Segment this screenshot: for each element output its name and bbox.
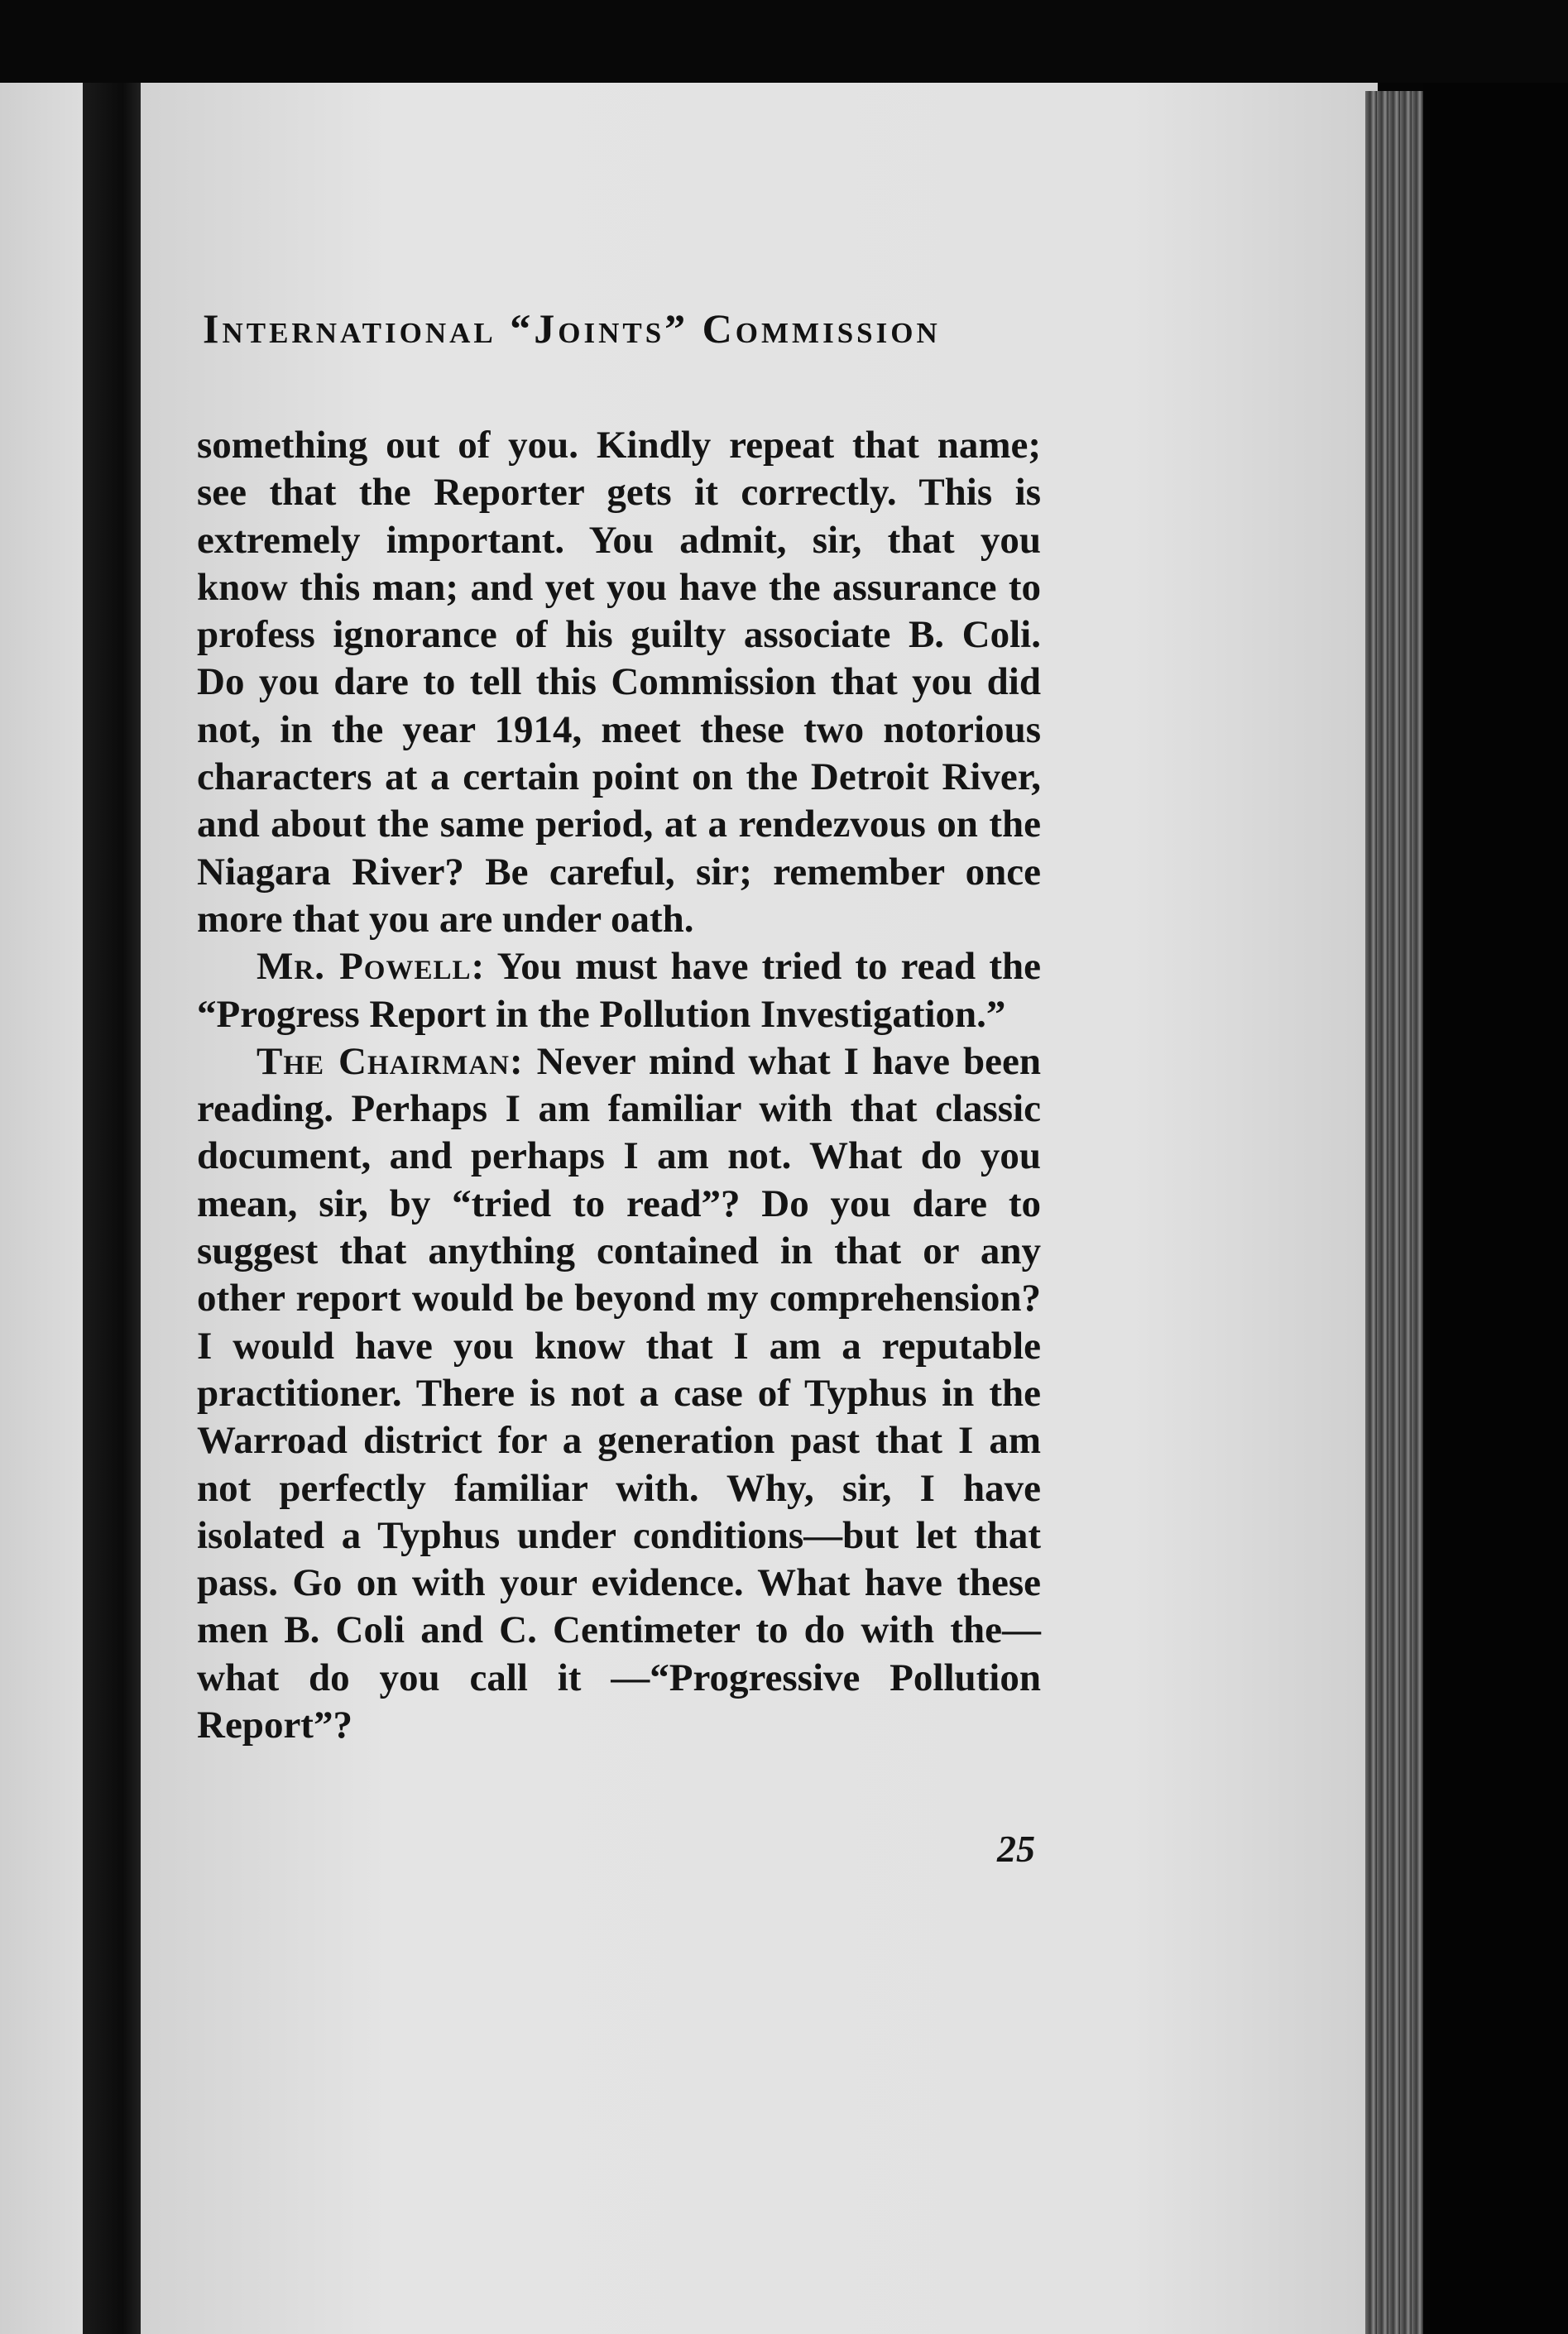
scan-right-border bbox=[1423, 83, 1568, 2334]
speaker-label: The Chairman: bbox=[257, 1039, 524, 1083]
scan-top-border bbox=[0, 0, 1568, 83]
book-gutter bbox=[83, 83, 149, 2334]
page-stack-edge bbox=[1365, 91, 1423, 2334]
paragraph-chairman bbox=[197, 1038, 1041, 1749]
speech-text: Never mind what I have been reading. Perhaps I am familiar with that classic document, and perhaps I am not. What do you mean, sir, by “tried to read”? Do you dare to suggest that anything contained in that or any other report would be beyond my comprehension? I would have you know that I am a reputable practitioner. There is not a case of Typhus in the Warroad district for a generation past that I am not perfectly familiar with. Why, sir, I have isolated a Typhus under conditions—but let that pass. Go on with your evidence. What have these men B. Coli and C. Centimeter to do with the—what do you call it —“Progressive Pollution Report”? bbox=[197, 1039, 1042, 1747]
speech-text: You must have tried to read the “Progress Report in the Pollution Investigation.” bbox=[197, 945, 1041, 1036]
page-body bbox=[197, 422, 1041, 1749]
running-head: International “Joints” Commission bbox=[203, 305, 941, 352]
paragraph-powell bbox=[197, 943, 1041, 1038]
paragraph-continuation: something out of you. Kindly repeat that name; see that the Reporter gets it correctly. This is extremely important. You admit, sir, that you know this man; and yet you have the assurance to profess ignorance of his guilty associate B. Coli. Do you dare to tell this Commission that you did not, in the year 1914, meet these two notorious characters at a certain point on the Detroit River, and about the same period, at a rendezvous on the Niagara River? Be careful, sir; remember once more that you are under oath. bbox=[197, 424, 1041, 941]
page-number: 25 bbox=[997, 1828, 1035, 1870]
speaker-label: Mr. Powell: bbox=[257, 945, 486, 989]
